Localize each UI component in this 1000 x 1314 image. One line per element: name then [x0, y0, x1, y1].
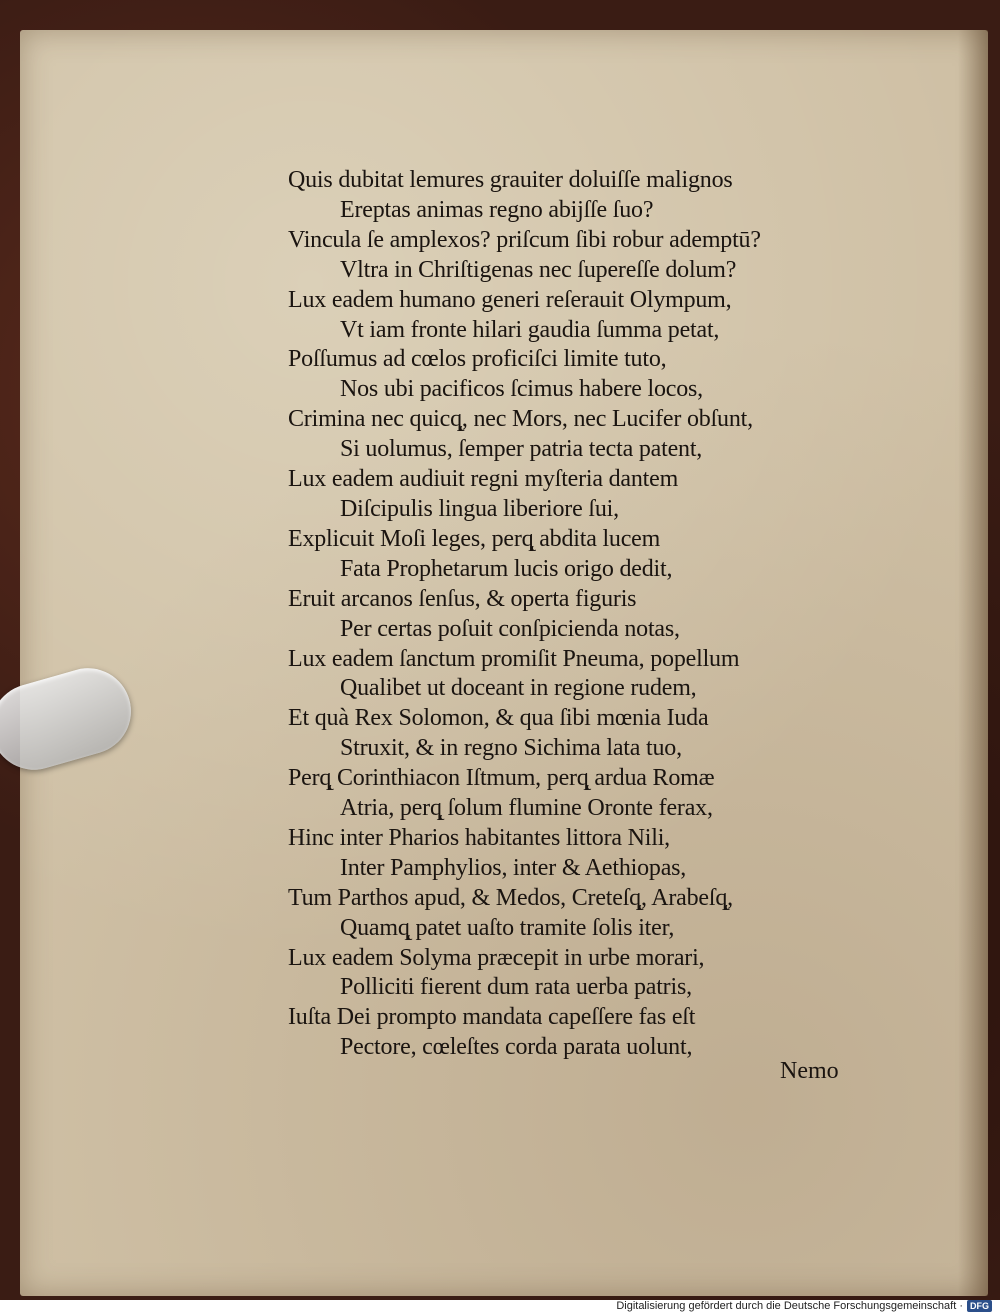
verse-line: Lux eadem ſanctum promiſit Pneuma, popellum: [288, 645, 740, 672]
verse-line: Pectore, cœleſtes corda parata uolunt,: [340, 1034, 693, 1061]
verse-line: Perq̨ Corinthiacon Iſtmum, perq̨ ardua Romæ: [288, 765, 715, 792]
verse-line: Polliciti fierent dum rata uerba patris,: [340, 974, 692, 1001]
dfg-logo-icon: DFG: [967, 1300, 992, 1312]
verse-line: Quis dubitat lemures grauiter doluiſſe malignos: [288, 167, 733, 193]
page-gutter-shadow: [958, 30, 988, 1296]
digitization-footer: [616, 1300, 992, 1312]
verse-line: Lux eadem humano generi reſerauit Olympum,: [288, 286, 732, 313]
verse-line: Vincula ſe amplexos? priſcum ſibi robur ademptū?: [288, 226, 761, 253]
verse-line: Struxit, & in regno Sichima lata tuo,: [340, 735, 682, 762]
verse-line: Poſſumus ad cœlos proficiſci limite tuto,: [288, 346, 667, 373]
verse-line: Et quà Rex Solomon, & qua ſibi mœnia Iuda: [288, 705, 709, 732]
verse-line: Vt iam fronte hilari gaudia ſumma petat,: [340, 316, 720, 343]
verse-line: Vltra in Chriſtigenas nec ſupereſſe dolum?: [340, 256, 737, 283]
verse-line: Hinc inter Pharios habitantes littora Nili,: [288, 824, 670, 851]
verse-line: Explicuit Moſi leges, perq̨ abdita lucem: [288, 525, 661, 552]
catchword: Nemo: [780, 1058, 839, 1084]
verse-line: Quamq̨ patet uaſto tramite ſolis iter,: [340, 914, 675, 941]
verse-line: Eruit arcanos ſenſus, & operta figuris: [288, 585, 637, 612]
verse-line: Iuſta Dei prompto mandata capeſſere fas eſt: [288, 1004, 696, 1031]
verse-line: Lux eadem Solyma præcepit in urbe morari,: [288, 944, 705, 971]
verse-line: Fata Prophetarum lucis origo dedit,: [340, 555, 673, 582]
verse-line: Lux eadem audiuit regni myſteria dantem: [288, 466, 679, 493]
verse-line: Si uolumus, ſemper patria tecta patent,: [340, 436, 703, 463]
verse-line: Diſcipulis lingua liberiore ſui,: [340, 495, 619, 522]
verse-line: Nos ubi pacificos ſcimus habere locos,: [340, 376, 703, 403]
footer-text: Digitalisierung gefördert durch die Deutsche Forschungsgemeinschaft ·: [616, 1300, 963, 1312]
verse-line: Crimina nec quicq̨, nec Mors, nec Lucifer obſunt,: [288, 406, 753, 433]
verse-line: Inter Pamphylios, inter & Aethiopas,: [340, 854, 687, 881]
verse-line: Atria, perq̨ ſolum flumine Oronte ferax,: [340, 795, 713, 822]
verse-block: [288, 166, 888, 1063]
verse-line: Ereptas animas regno abijſſe ſuo?: [340, 196, 654, 223]
verse-line: Tum Parthos apud, & Medos, Creteſq̨, Arabeſq̨,: [288, 884, 733, 911]
verse-line: Qualibet ut doceant in regione rudem,: [340, 675, 697, 702]
verse-line: Per certas poſuit conſpicienda notas,: [340, 615, 680, 642]
